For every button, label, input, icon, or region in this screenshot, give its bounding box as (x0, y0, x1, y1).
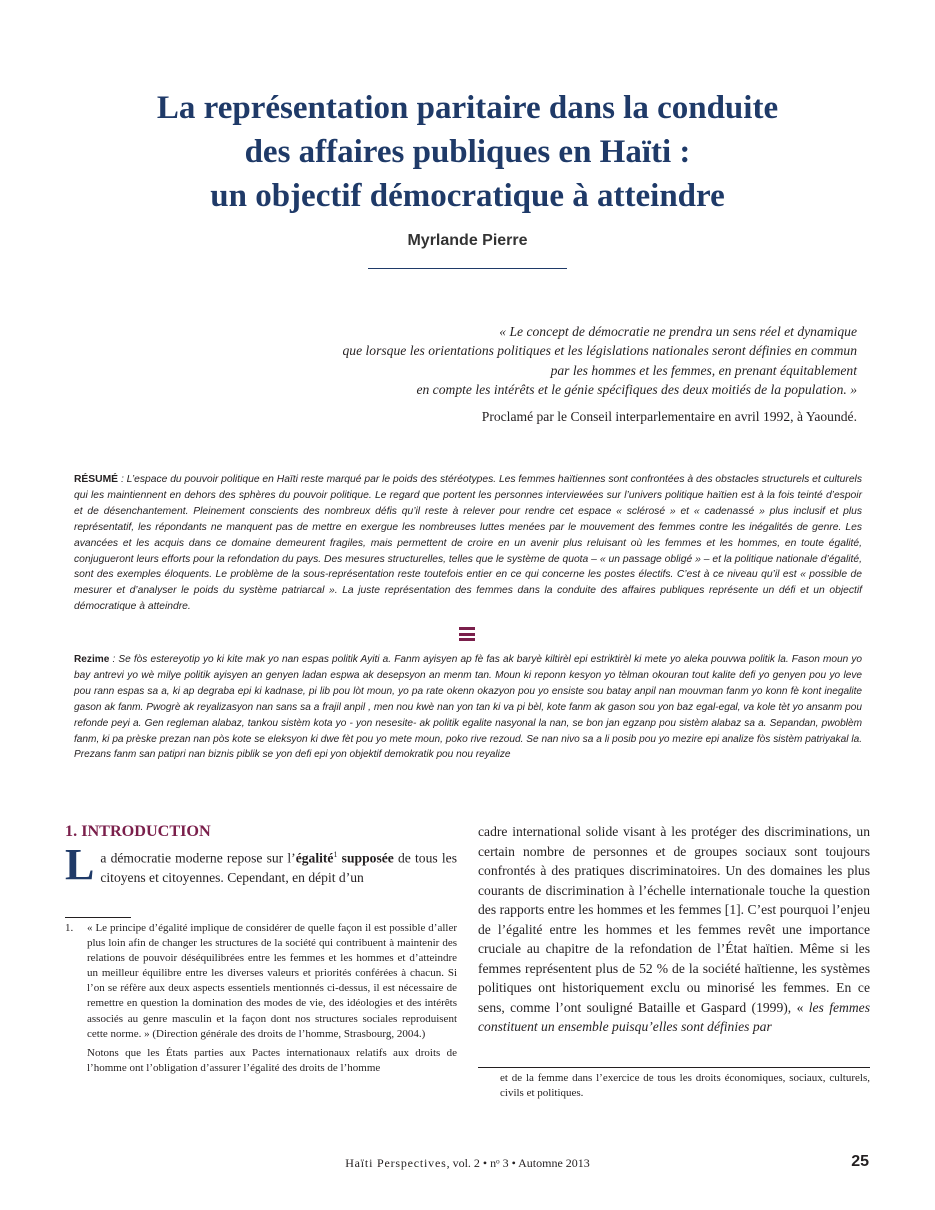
footnote-divider-right (478, 1067, 870, 1068)
footnote-text: « Le principe d’égalité implique de considérer de quelle façon il est possible d’aller plus loin afin de changer les structures de la société qui contribuent à maintenir des relations de pouvoir déséquilibrées entre les femmes et les hommes et d’atteindre un meilleur équilibre entre les diverses valeurs et priorités conférées à chacun. Si l’on se réfère aux deux aspects essentiels mentionnés ci-dessus, il est nécessaire de remettre en question la domination des modes de vie, des idéologies et des intérêts associés au genre masculin et la façon dont nos structures sociales reproduisent cette norme. » (Direction générale des droits de l’homme, Strasbourg, 2004.) (87, 922, 457, 1040)
abstract-creole-text: : Se fòs estereyotip yo ki kite mak yo nan espas politik Ayiti a. Fanm ayisyen ap fè fas ak baryè kiltirèl epi estriktirèl ki mete yo aleka pouvwa politik la. Fason moun yo bay antrevi yo wè milye politik ayisyen an genyen ladan espwa ak desepsyon an menm tan. Moun ki reponn kesyon yo tèlman okouran tout kalite defi yo genyen pou yo leve pou rann espas sa a, ki ap degraba epi ki kadnase, pi lib pou lòt moun, yo pa rate okenn okazyon pou yo ensiste sou batay anpil nan mouvman fanm yo konn fè kont inegalite gason ak fanm. Pwogrè ak reyalizasyon nan sans sa a frajil anpil , men nou kwè nan yon tan ki va pi bèl, kote fanm ak gason sou yon baz egal-egal, va kole tèt yo ansanm pou refonde peyi a. Gen regleman alabaz, tankou sistèm kota yo - yon nesesite- ak politik egalite nasyonal la nan, se bon jan egzanp pou sistèm alabaz sa a. Sepandan, pwoblèm fanm, ki pa prèske prezan nan pòs kote se eleksyon ki dwe fèt pou yo mete moun, poko rive rezoud. Se nan nivo sa a li posib pou yo mezire epi analize fòs sistèm patriyakal la. Prezans fanm san patipri nan biznis piblik se yon defi epi yon objektif demokratik pou nou reyalize (74, 654, 862, 761)
epigraph-line-2: que lorsque les orientations politiques et les législations nationales seront définies en commun (342, 343, 857, 359)
article-title (60, 86, 875, 218)
intro-bold-egalite: égalité (295, 850, 334, 866)
abstract-creole-label: Rezime (74, 654, 110, 665)
journal-issue: , vol. 2 • nᵒ 3 • Automne 2013 (446, 1156, 590, 1170)
intro-text-3: de tous les citoyens et citoyennes. Cependant, en dépit d’un (100, 850, 457, 885)
section-separator-icon (459, 627, 475, 641)
footnote-divider-left (65, 917, 131, 918)
footnote-right-continuation: et de la femme dans l’exercice de tous les droits économiques, sociaux, culturels, civils et politiques. (500, 1072, 870, 1100)
page-number: 25 (851, 1153, 869, 1170)
author-divider (368, 268, 567, 269)
drop-cap: L (65, 840, 95, 889)
right-column-body: cadre international solide visant à les protéger des discriminations, un certain nombre de personnes et de groupes sociaux sont toujours confrontés à des pratiques discriminatoires. Un des domaines les plus courants de discrimination à l’échelle internationale touche la question des rapports entre les hommes et les femmes [1]. C’est pourquoi l’enjeu de l’égalité entre les hommes et les femmes revêt une importance cruciale au chapitre de la refondation de l’État haïtien. Même si les femmes représentent plus de 52 % de la société haïtienne, les systèmes politiques ont historiquement exclu ou minorisé les femmes. En ce sens, comme l’ont souligné Bataille et Gaspard (1999), « (478, 824, 870, 1015)
epigraph-attribution: Proclamé par le Conseil interparlementaire en avril 1992, à Yaoundé. (481, 409, 857, 424)
page-footer (0, 1156, 935, 1171)
footnote-continuation: Notons que les États parties aux Pactes internationaux relatifs aux droits de l’homme ont l’obligation d’assurer l’égalité des droits de l’homme (87, 1046, 457, 1074)
footnote-1 (65, 921, 457, 1076)
footnote-ref-1[interactable]: 1 (333, 850, 338, 859)
epigraph-line-1: « Le concept de démocratie ne prendra un sens réel et dynamique (499, 324, 857, 339)
abstract-french-text: : L’espace du pouvoir politique en Haïti reste marqué par le poids des stéréotypes. Les femmes haïtiennes sont confrontées à des obstacles structurels et culturels qui les maintiennent en dehors des sphères du pouvoir politique. Le regard que portent les personnes interviewées sur l’univers politique haïtien est à la fois teinté d’espoir et de désenchantement. Pleinement conscients des nombreux défis qu’il reste à relever pour rendre cet espace « sclérosé » et « cadenassé » plus inclusif et plus représentatif, les répondants ne manquent pas de mettre en exergue les nombreuses luttes menées par le mouvement des femmes contre les inégalités de genre. Les avancées et les acquis dans ce domaine demeurent fragiles, mais permettent de croire en un avenir plus reluisant où les femmes et les hommes, en toute égalité, conjugueront leurs efforts pour la refondation du pays. Des mesures structurelles, telles que le système de quota – « un passage obligé » – et la politique nationale d’égalité, sont des exemples éloquents. Le problème de la sous-représentation reste toutefois entier en ce qui concerne les postes électifs. C’est à ce niveau qu’il est « possible de mesurer et d’analyser le poids du système patriarcal ». La juste représentation des femmes dans la conduite des affaires publiques représente un défi et un objectif démocratique à atteindre. (74, 474, 862, 613)
epigraph-line-4: en compte les intérêts et le génie spécifiques des deux moitiés de la population. » (416, 381, 857, 397)
title-line-2: des affaires publiques en Haïti : (244, 134, 691, 170)
author-name: Myrlande Pierre (407, 232, 528, 249)
footnote-1-body (65, 921, 457, 1042)
footnote-number: 1. (65, 922, 74, 934)
right-column-italic: les femmes constituent un ensemble puisqu’elles sont définies par (478, 999, 870, 1034)
intro-text-1: a démocratie moderne repose sur l’ (100, 850, 296, 866)
epigraph-line-3: par les hommes et les femmes, en prenant équitablement (550, 362, 857, 378)
section-heading: 1. INTRODUCTION (65, 822, 211, 840)
epigraph-quote (257, 322, 857, 399)
abstract-french (74, 472, 862, 615)
title-line-1: La représentation paritaire dans la conduite (156, 90, 779, 126)
journal-name: Haïti Perspectives (345, 1156, 447, 1170)
title-line-3: un objectif démocratique à atteindre (210, 178, 725, 214)
intro-paragraph (65, 840, 457, 889)
abstract-creole (74, 652, 862, 763)
right-column-text (478, 822, 870, 1037)
intro-bold-supposee: supposée (341, 850, 394, 866)
abstract-french-label: RÉSUMÉ (74, 474, 119, 485)
